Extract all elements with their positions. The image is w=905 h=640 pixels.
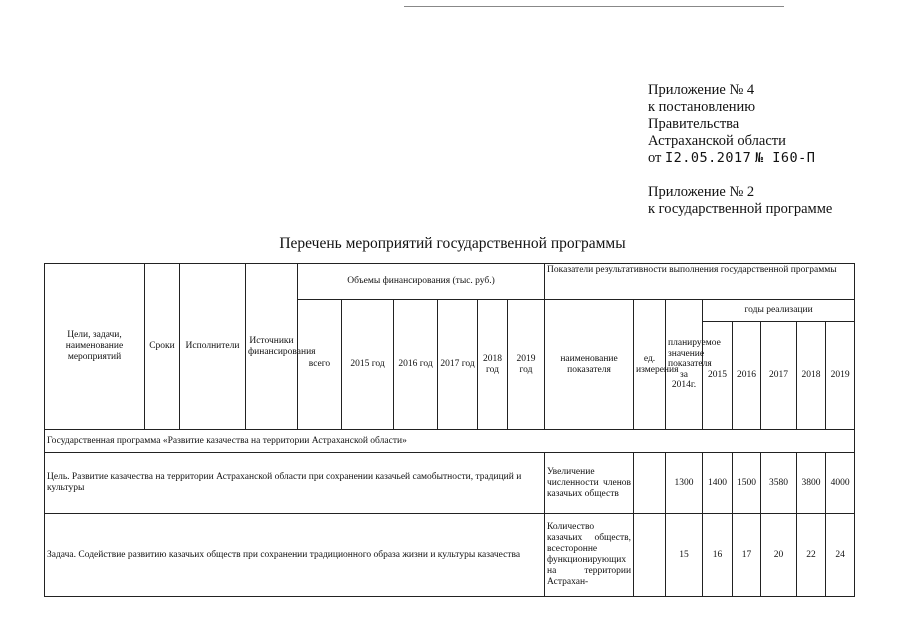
goal-indicator-cell: Увеличение численности членов казачьих обществ [545,453,634,514]
decree-number: № I60-П [754,150,816,166]
task-2017-cell: 20 [761,514,797,597]
decree-date: I2.05.2017 [665,150,752,166]
header-fin-2016: 2016 год [394,300,438,430]
goal-unit-cell [634,453,666,514]
header-unit: ед. измерения [634,300,666,430]
header-goals: Цели, задачи, наименование мероприятий [45,264,145,430]
goal-2017-cell: 3580 [761,453,797,514]
task-text-cell: Задача. Содействие развитию казачьих обществ при сохранении традиционного образа жизни и культуры казачества [45,514,545,597]
appendix-2-block [648,184,832,218]
header-row-1 [45,264,855,300]
table-row-program [45,430,855,453]
header-year-2015: 2015 [703,322,733,430]
decree-prefix: от [648,150,662,166]
goal-planned-cell: 1300 [666,453,703,514]
goal-2016-cell: 1500 [733,453,761,514]
header-year-2019: 2019 [826,322,855,430]
appendix-4-block [648,82,815,167]
goal-text-cell: Цель. Развитие казачества на территории Астраханской области при сохранении казачьей самобытности, традиций и культуры [45,453,545,514]
task-planned-cell: 15 [666,514,703,597]
header-sources: Источники финансирования [246,264,298,430]
appendix-4-line1: Приложение № 4 [648,82,755,98]
appendix-4-line3: Правительства [648,116,740,132]
header-terms: Сроки [145,264,180,430]
appendix-2-line2: к государственной программе [648,201,833,217]
appendix-4-line4: Астраханской области [648,133,786,149]
goal-2018-cell: 3800 [797,453,826,514]
header-year-2016: 2016 [733,322,761,430]
header-year-2017: 2017 [761,322,797,430]
header-years-group: годы реализации [703,300,855,322]
goal-2019-cell: 4000 [826,453,855,514]
header-fin-2018: 2018 год [478,300,508,430]
top-rule [404,6,784,7]
document-title: Перечень мероприятий государственной программы [279,235,626,252]
task-2016-cell: 17 [733,514,761,597]
header-executors: Исполнители [180,264,246,430]
header-indicator-name: наименование показателя [545,300,634,430]
task-unit-cell [634,514,666,597]
program-title-cell: Государственная программа «Развитие казачества на территории Астраханской области» [45,430,855,453]
header-fin-2015: 2015 год [342,300,394,430]
appendix-4-line2: к постановлению [648,99,756,115]
task-indicator-cell: Количество казачьих обществ, всесторонне функционирующих на территории Астрахан- [545,514,634,597]
decree-line [648,150,815,167]
header-total: всего [298,300,342,430]
header-fin-2017: 2017 год [438,300,478,430]
table-row-goal [45,453,855,514]
task-2019-cell: 24 [826,514,855,597]
appendix-2-line1: Приложение № 2 [648,184,755,200]
header-planned: планируемое значение показателя за 2014г. [666,300,703,430]
activities-table [44,263,855,597]
table-row-task [45,514,855,597]
goal-2015-cell: 1400 [703,453,733,514]
header-year-2018: 2018 [797,322,826,430]
header-funding-group: Объемы финансирования (тыс. руб.) [298,264,545,300]
header-fin-2019: 2019 год [508,300,545,430]
task-2015-cell: 16 [703,514,733,597]
header-indicators-group: Показатели результативности выполнения государственной программы [545,264,855,300]
task-2018-cell: 22 [797,514,826,597]
